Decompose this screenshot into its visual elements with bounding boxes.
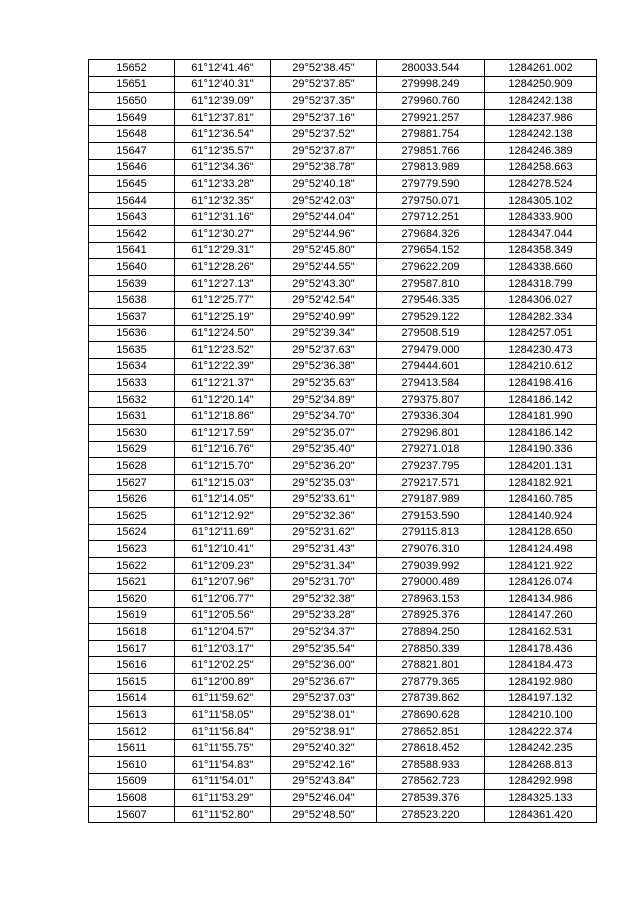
longitude-cell: 61°11'55.75"	[175, 740, 271, 757]
latitude-cell: 29°52'40.32"	[271, 740, 377, 757]
longitude-cell: 61°12'03.17"	[175, 640, 271, 657]
latitude-cell: 29°52'46.04"	[271, 790, 377, 807]
longitude-cell: 61°12'16.76"	[175, 441, 271, 458]
point-id-cell: 15649	[89, 109, 175, 126]
point-id-cell: 15608	[89, 790, 175, 807]
latitude-cell: 29°52'36.38"	[271, 358, 377, 375]
x-coordinate-cell: 278850.339	[377, 640, 485, 657]
y-coordinate-cell: 1284242.138	[485, 93, 597, 110]
x-coordinate-cell: 279529.122	[377, 308, 485, 325]
longitude-cell: 61°12'05.56"	[175, 607, 271, 624]
y-coordinate-cell: 1284230.473	[485, 342, 597, 359]
latitude-cell: 29°52'43.30"	[271, 275, 377, 292]
latitude-cell: 29°52'42.16"	[271, 756, 377, 773]
point-id-cell: 15638	[89, 292, 175, 309]
y-coordinate-cell: 1284242.235	[485, 740, 597, 757]
longitude-cell: 61°12'06.77"	[175, 591, 271, 608]
latitude-cell: 29°52'36.20"	[271, 458, 377, 475]
latitude-cell: 29°52'37.16"	[271, 109, 377, 126]
y-coordinate-cell: 1284186.142	[485, 425, 597, 442]
x-coordinate-cell: 279881.754	[377, 126, 485, 143]
x-coordinate-cell: 279187.989	[377, 491, 485, 508]
longitude-cell: 61°12'33.28"	[175, 176, 271, 193]
y-coordinate-cell: 1284198.416	[485, 375, 597, 392]
x-coordinate-cell: 279508.519	[377, 325, 485, 342]
table-row	[89, 358, 597, 375]
point-id-cell: 15624	[89, 524, 175, 541]
y-coordinate-cell: 1284305.102	[485, 192, 597, 209]
point-id-cell: 15646	[89, 159, 175, 176]
table-row	[89, 109, 597, 126]
point-id-cell: 15647	[89, 142, 175, 159]
table-row	[89, 806, 597, 823]
longitude-cell: 61°12'25.77"	[175, 292, 271, 309]
y-coordinate-cell: 1284201.131	[485, 458, 597, 475]
x-coordinate-cell: 278894.250	[377, 624, 485, 641]
latitude-cell: 29°52'31.34"	[271, 557, 377, 574]
latitude-cell: 29°52'37.87"	[271, 142, 377, 159]
y-coordinate-cell: 1284190.336	[485, 441, 597, 458]
longitude-cell: 61°12'41.46"	[175, 60, 271, 77]
y-coordinate-cell: 1284210.100	[485, 707, 597, 724]
x-coordinate-cell: 279336.304	[377, 408, 485, 425]
point-id-cell: 15631	[89, 408, 175, 425]
latitude-cell: 29°52'42.03"	[271, 192, 377, 209]
y-coordinate-cell: 1284178.436	[485, 640, 597, 657]
longitude-cell: 61°12'10.41"	[175, 541, 271, 558]
x-coordinate-cell: 279712.251	[377, 209, 485, 226]
table-row	[89, 657, 597, 674]
latitude-cell: 29°52'37.03"	[271, 690, 377, 707]
y-coordinate-cell: 1284246.389	[485, 142, 597, 159]
point-id-cell: 15652	[89, 60, 175, 77]
table-row	[89, 707, 597, 724]
latitude-cell: 29°52'35.63"	[271, 375, 377, 392]
table-row	[89, 458, 597, 475]
point-id-cell: 15651	[89, 76, 175, 93]
x-coordinate-cell: 279998.249	[377, 76, 485, 93]
latitude-cell: 29°52'42.54"	[271, 292, 377, 309]
x-coordinate-cell: 279413.584	[377, 375, 485, 392]
y-coordinate-cell: 1284268.813	[485, 756, 597, 773]
x-coordinate-cell: 279960.760	[377, 93, 485, 110]
latitude-cell: 29°52'36.67"	[271, 673, 377, 690]
x-coordinate-cell: 279479.000	[377, 342, 485, 359]
table-row	[89, 491, 597, 508]
y-coordinate-cell: 1284121.922	[485, 557, 597, 574]
latitude-cell: 29°52'31.43"	[271, 541, 377, 558]
table-row	[89, 93, 597, 110]
x-coordinate-cell: 278618.452	[377, 740, 485, 757]
table-row	[89, 275, 597, 292]
y-coordinate-cell: 1284222.374	[485, 723, 597, 740]
y-coordinate-cell: 1284361.420	[485, 806, 597, 823]
point-id-cell: 15616	[89, 657, 175, 674]
coordinates-table-body	[89, 60, 597, 823]
x-coordinate-cell: 279000.489	[377, 574, 485, 591]
latitude-cell: 29°52'32.38"	[271, 591, 377, 608]
latitude-cell: 29°52'39.34"	[271, 325, 377, 342]
table-row	[89, 441, 597, 458]
table-row	[89, 624, 597, 641]
latitude-cell: 29°52'35.40"	[271, 441, 377, 458]
table-row	[89, 690, 597, 707]
latitude-cell: 29°52'40.99"	[271, 308, 377, 325]
x-coordinate-cell: 278963.153	[377, 591, 485, 608]
y-coordinate-cell: 1284325.133	[485, 790, 597, 807]
y-coordinate-cell: 1284338.660	[485, 259, 597, 276]
latitude-cell: 29°52'38.45"	[271, 60, 377, 77]
latitude-cell: 29°52'34.37"	[271, 624, 377, 641]
table-row	[89, 557, 597, 574]
x-coordinate-cell: 278739.862	[377, 690, 485, 707]
x-coordinate-cell: 278523.220	[377, 806, 485, 823]
table-row	[89, 508, 597, 525]
point-id-cell: 15643	[89, 209, 175, 226]
table-row	[89, 225, 597, 242]
latitude-cell: 29°52'36.00"	[271, 657, 377, 674]
y-coordinate-cell: 1284160.785	[485, 491, 597, 508]
longitude-cell: 61°12'36.54"	[175, 126, 271, 143]
latitude-cell: 29°52'35.07"	[271, 425, 377, 442]
latitude-cell: 29°52'35.54"	[271, 640, 377, 657]
table-row	[89, 790, 597, 807]
y-coordinate-cell: 1284126.074	[485, 574, 597, 591]
x-coordinate-cell: 278925.376	[377, 607, 485, 624]
table-row	[89, 673, 597, 690]
y-coordinate-cell: 1284278.524	[485, 176, 597, 193]
table-row	[89, 607, 597, 624]
point-id-cell: 15617	[89, 640, 175, 657]
table-row	[89, 292, 597, 309]
table-row	[89, 640, 597, 657]
point-id-cell: 15639	[89, 275, 175, 292]
point-id-cell: 15637	[89, 308, 175, 325]
latitude-cell: 29°52'37.35"	[271, 93, 377, 110]
point-id-cell: 15632	[89, 391, 175, 408]
latitude-cell: 29°52'48.50"	[271, 806, 377, 823]
longitude-cell: 61°12'35.57"	[175, 142, 271, 159]
table-row	[89, 126, 597, 143]
table-row	[89, 342, 597, 359]
point-id-cell: 15640	[89, 259, 175, 276]
table-row	[89, 192, 597, 209]
latitude-cell: 29°52'31.70"	[271, 574, 377, 591]
longitude-cell: 61°12'24.50"	[175, 325, 271, 342]
y-coordinate-cell: 1284147.260	[485, 607, 597, 624]
latitude-cell: 29°52'35.03"	[271, 474, 377, 491]
point-id-cell: 15641	[89, 242, 175, 259]
latitude-cell: 29°52'34.89"	[271, 391, 377, 408]
x-coordinate-cell: 278652.851	[377, 723, 485, 740]
point-id-cell: 15615	[89, 673, 175, 690]
x-coordinate-cell: 279851.766	[377, 142, 485, 159]
point-id-cell: 15611	[89, 740, 175, 757]
latitude-cell: 29°52'33.61"	[271, 491, 377, 508]
longitude-cell: 61°11'58.05"	[175, 707, 271, 724]
table-row	[89, 375, 597, 392]
longitude-cell: 61°12'30.27"	[175, 225, 271, 242]
longitude-cell: 61°12'27.13"	[175, 275, 271, 292]
y-coordinate-cell: 1284140.924	[485, 508, 597, 525]
point-id-cell: 15629	[89, 441, 175, 458]
longitude-cell: 61°12'18.86"	[175, 408, 271, 425]
x-coordinate-cell: 279296.801	[377, 425, 485, 442]
x-coordinate-cell: 279271.018	[377, 441, 485, 458]
y-coordinate-cell: 1284210.612	[485, 358, 597, 375]
x-coordinate-cell: 279546.335	[377, 292, 485, 309]
x-coordinate-cell: 279654.152	[377, 242, 485, 259]
longitude-cell: 61°12'21.37"	[175, 375, 271, 392]
table-row	[89, 591, 597, 608]
point-id-cell: 15623	[89, 541, 175, 558]
x-coordinate-cell: 278562.723	[377, 773, 485, 790]
table-row	[89, 209, 597, 226]
point-id-cell: 15650	[89, 93, 175, 110]
y-coordinate-cell: 1284184.473	[485, 657, 597, 674]
latitude-cell: 29°52'38.78"	[271, 159, 377, 176]
point-id-cell: 15613	[89, 707, 175, 724]
point-id-cell: 15609	[89, 773, 175, 790]
point-id-cell: 15612	[89, 723, 175, 740]
longitude-cell: 61°12'11.69"	[175, 524, 271, 541]
longitude-cell: 61°12'34.36"	[175, 159, 271, 176]
longitude-cell: 61°11'59.62"	[175, 690, 271, 707]
longitude-cell: 61°12'07.96"	[175, 574, 271, 591]
x-coordinate-cell: 279444.601	[377, 358, 485, 375]
y-coordinate-cell: 1284237.986	[485, 109, 597, 126]
table-row	[89, 740, 597, 757]
table-row	[89, 425, 597, 442]
table-row	[89, 242, 597, 259]
x-coordinate-cell: 279076.310	[377, 541, 485, 558]
longitude-cell: 61°12'17.59"	[175, 425, 271, 442]
x-coordinate-cell: 279217.571	[377, 474, 485, 491]
point-id-cell: 15620	[89, 591, 175, 608]
longitude-cell: 61°12'37.81"	[175, 109, 271, 126]
x-coordinate-cell: 278779.365	[377, 673, 485, 690]
table-row	[89, 159, 597, 176]
x-coordinate-cell: 280033.544	[377, 60, 485, 77]
longitude-cell: 61°12'29.31"	[175, 242, 271, 259]
x-coordinate-cell: 279375.807	[377, 391, 485, 408]
latitude-cell: 29°52'43.84"	[271, 773, 377, 790]
point-id-cell: 15621	[89, 574, 175, 591]
latitude-cell: 29°52'44.96"	[271, 225, 377, 242]
y-coordinate-cell: 1284128.650	[485, 524, 597, 541]
table-row	[89, 524, 597, 541]
point-id-cell: 15610	[89, 756, 175, 773]
y-coordinate-cell: 1284242.138	[485, 126, 597, 143]
y-coordinate-cell: 1284192.980	[485, 673, 597, 690]
point-id-cell: 15626	[89, 491, 175, 508]
x-coordinate-cell: 279750.071	[377, 192, 485, 209]
longitude-cell: 61°12'12.92"	[175, 508, 271, 525]
y-coordinate-cell: 1284186.142	[485, 391, 597, 408]
longitude-cell: 61°11'54.01"	[175, 773, 271, 790]
point-id-cell: 15627	[89, 474, 175, 491]
longitude-cell: 61°12'32.35"	[175, 192, 271, 209]
point-id-cell: 15648	[89, 126, 175, 143]
latitude-cell: 29°52'38.01"	[271, 707, 377, 724]
y-coordinate-cell: 1284124.498	[485, 541, 597, 558]
point-id-cell: 15630	[89, 425, 175, 442]
latitude-cell: 29°52'32.36"	[271, 508, 377, 525]
point-id-cell: 15645	[89, 176, 175, 193]
longitude-cell: 61°12'23.52"	[175, 342, 271, 359]
x-coordinate-cell: 279039.992	[377, 557, 485, 574]
table-row	[89, 308, 597, 325]
x-coordinate-cell: 279153.590	[377, 508, 485, 525]
y-coordinate-cell: 1284306.027	[485, 292, 597, 309]
longitude-cell: 61°12'22.39"	[175, 358, 271, 375]
latitude-cell: 29°52'34.70"	[271, 408, 377, 425]
y-coordinate-cell: 1284347.044	[485, 225, 597, 242]
y-coordinate-cell: 1284261.002	[485, 60, 597, 77]
longitude-cell: 61°12'40.31"	[175, 76, 271, 93]
point-id-cell: 15625	[89, 508, 175, 525]
table-row	[89, 325, 597, 342]
longitude-cell: 61°12'04.57"	[175, 624, 271, 641]
table-row	[89, 408, 597, 425]
y-coordinate-cell: 1284181.990	[485, 408, 597, 425]
table-row	[89, 142, 597, 159]
y-coordinate-cell: 1284333.900	[485, 209, 597, 226]
point-id-cell: 15634	[89, 358, 175, 375]
x-coordinate-cell: 279115.813	[377, 524, 485, 541]
table-row	[89, 723, 597, 740]
y-coordinate-cell: 1284358.349	[485, 242, 597, 259]
latitude-cell: 29°52'45.80"	[271, 242, 377, 259]
longitude-cell: 61°12'28.26"	[175, 259, 271, 276]
longitude-cell: 61°11'56.84"	[175, 723, 271, 740]
longitude-cell: 61°12'15.03"	[175, 474, 271, 491]
table-row	[89, 76, 597, 93]
longitude-cell: 61°12'20.14"	[175, 391, 271, 408]
point-id-cell: 15614	[89, 690, 175, 707]
table-row	[89, 176, 597, 193]
x-coordinate-cell: 279622.209	[377, 259, 485, 276]
latitude-cell: 29°52'37.63"	[271, 342, 377, 359]
table-row	[89, 474, 597, 491]
longitude-cell: 61°11'53.29"	[175, 790, 271, 807]
x-coordinate-cell: 278588.933	[377, 756, 485, 773]
y-coordinate-cell: 1284257.051	[485, 325, 597, 342]
y-coordinate-cell: 1284162.531	[485, 624, 597, 641]
y-coordinate-cell: 1284182.921	[485, 474, 597, 491]
y-coordinate-cell: 1284258.663	[485, 159, 597, 176]
latitude-cell: 29°52'33.28"	[271, 607, 377, 624]
table-row	[89, 391, 597, 408]
latitude-cell: 29°52'44.04"	[271, 209, 377, 226]
x-coordinate-cell: 278821.801	[377, 657, 485, 674]
point-id-cell: 15642	[89, 225, 175, 242]
table-row	[89, 773, 597, 790]
table-row	[89, 756, 597, 773]
coordinates-table	[88, 59, 597, 823]
point-id-cell: 15635	[89, 342, 175, 359]
y-coordinate-cell: 1284282.334	[485, 308, 597, 325]
x-coordinate-cell: 279921.257	[377, 109, 485, 126]
longitude-cell: 61°12'39.09"	[175, 93, 271, 110]
latitude-cell: 29°52'44.55"	[271, 259, 377, 276]
table-row	[89, 574, 597, 591]
point-id-cell: 15618	[89, 624, 175, 641]
point-id-cell: 15622	[89, 557, 175, 574]
y-coordinate-cell: 1284318.799	[485, 275, 597, 292]
longitude-cell: 61°12'31.16"	[175, 209, 271, 226]
y-coordinate-cell: 1284197.132	[485, 690, 597, 707]
x-coordinate-cell: 279813.989	[377, 159, 485, 176]
longitude-cell: 61°11'52.80"	[175, 806, 271, 823]
longitude-cell: 61°12'00.89"	[175, 673, 271, 690]
latitude-cell: 29°52'38.91"	[271, 723, 377, 740]
y-coordinate-cell: 1284292.998	[485, 773, 597, 790]
longitude-cell: 61°11'54.83"	[175, 756, 271, 773]
latitude-cell: 29°52'37.85"	[271, 76, 377, 93]
point-id-cell: 15619	[89, 607, 175, 624]
latitude-cell: 29°52'40.18"	[271, 176, 377, 193]
point-id-cell: 15636	[89, 325, 175, 342]
point-id-cell: 15644	[89, 192, 175, 209]
latitude-cell: 29°52'37.52"	[271, 126, 377, 143]
table-row	[89, 60, 597, 77]
longitude-cell: 61°12'25.19"	[175, 308, 271, 325]
x-coordinate-cell: 278539.376	[377, 790, 485, 807]
longitude-cell: 61°12'09.23"	[175, 557, 271, 574]
point-id-cell: 15607	[89, 806, 175, 823]
longitude-cell: 61°12'14.05"	[175, 491, 271, 508]
x-coordinate-cell: 279684.326	[377, 225, 485, 242]
longitude-cell: 61°12'02.25"	[175, 657, 271, 674]
y-coordinate-cell: 1284250.909	[485, 76, 597, 93]
latitude-cell: 29°52'31.62"	[271, 524, 377, 541]
point-id-cell: 15633	[89, 375, 175, 392]
longitude-cell: 61°12'15.70"	[175, 458, 271, 475]
x-coordinate-cell: 279779.590	[377, 176, 485, 193]
x-coordinate-cell: 279587.810	[377, 275, 485, 292]
x-coordinate-cell: 278690.628	[377, 707, 485, 724]
point-id-cell: 15628	[89, 458, 175, 475]
x-coordinate-cell: 279237.795	[377, 458, 485, 475]
table-row	[89, 541, 597, 558]
y-coordinate-cell: 1284134.986	[485, 591, 597, 608]
table-row	[89, 259, 597, 276]
